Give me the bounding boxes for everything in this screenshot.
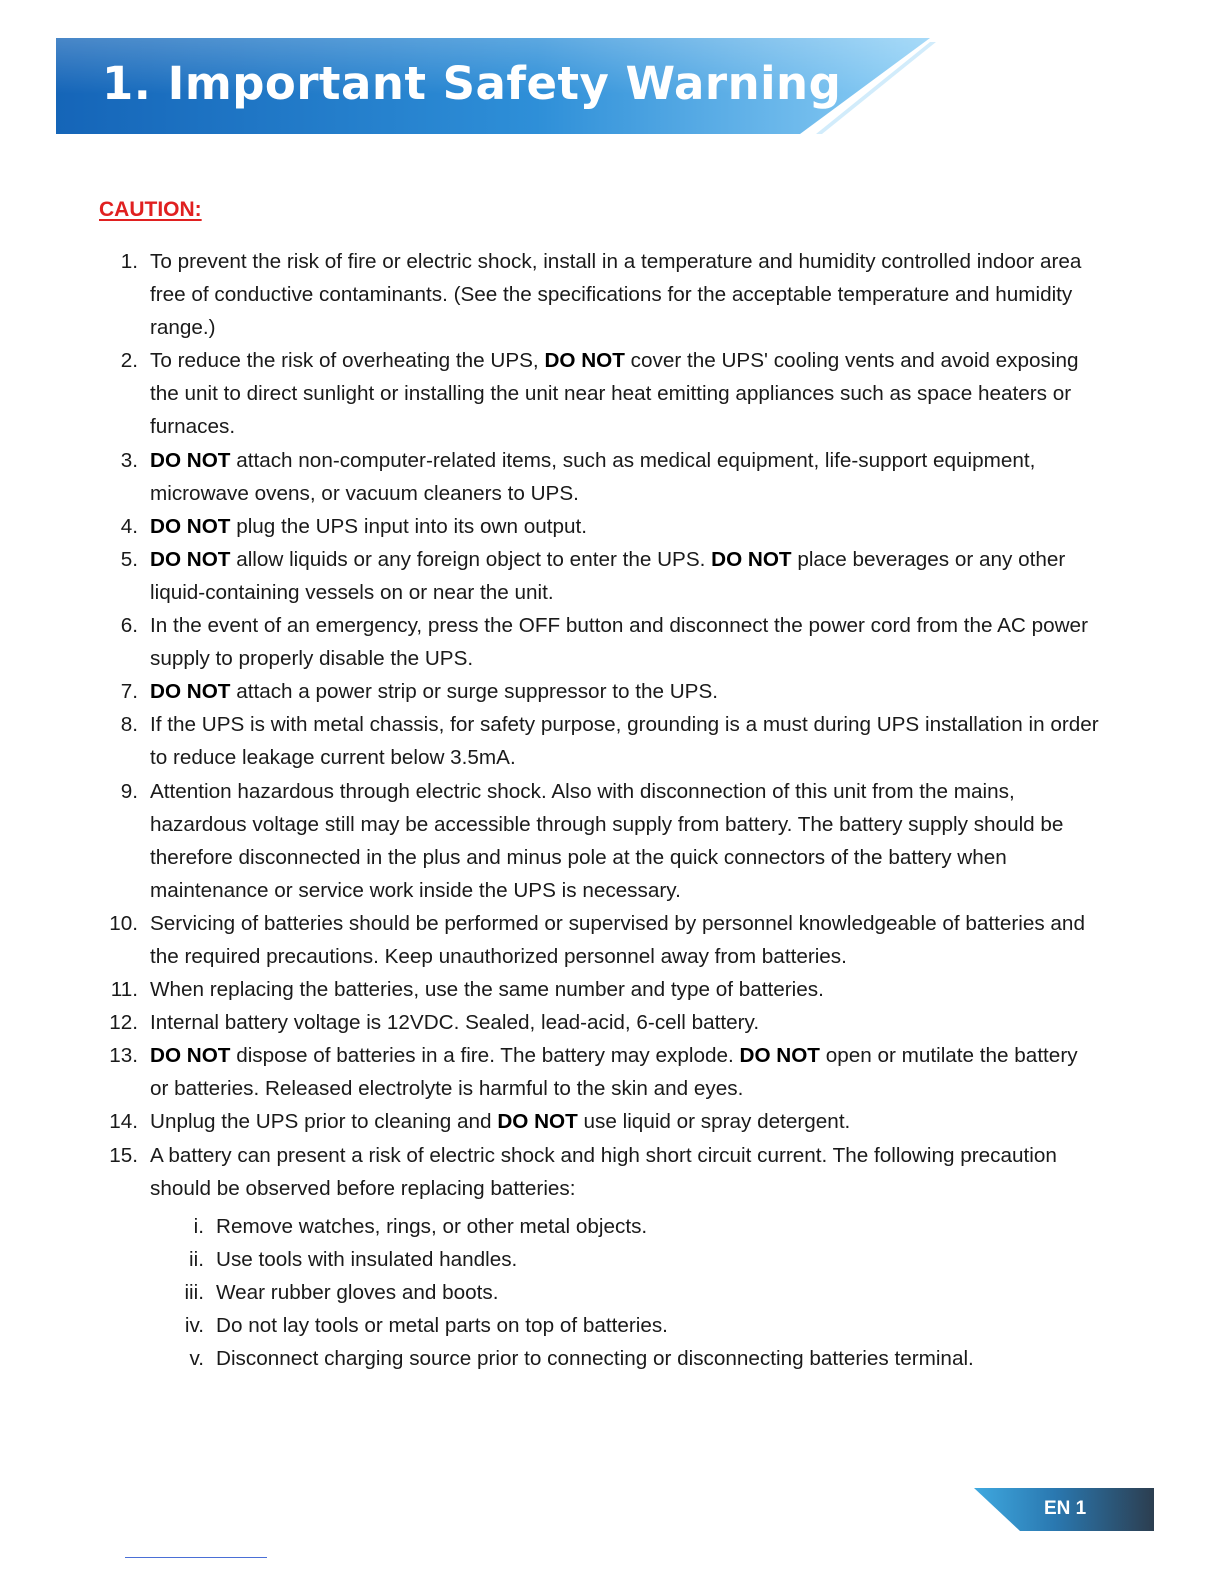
text-run: use liquid or spray detergent. — [577, 1110, 851, 1134]
subitem-text: Disconnect charging source prior to connecting or disconnecting batteries terminal. — [216, 1347, 974, 1371]
warning-list — [100, 245, 1100, 1375]
text-run: Unplug the UPS prior to cleaning and — [150, 1110, 498, 1134]
item-number: 11. — [110, 978, 138, 1002]
text-run: open or mutilate the battery or batteries. Released electrolyte is harmful to the skin and eyes. — [150, 1044, 1078, 1101]
precaution-item — [150, 1342, 1100, 1375]
precaution-sublist — [150, 1210, 1100, 1375]
subitem-text: Wear rubber gloves and boots. — [216, 1280, 499, 1304]
item-text — [150, 349, 1079, 438]
warning-item — [100, 344, 1100, 443]
warning-item — [100, 973, 1100, 1006]
item-number: 2. — [120, 349, 138, 373]
warning-item — [100, 1105, 1100, 1138]
subitem-number: iv. — [184, 1314, 204, 1337]
emphasis-text: DO NOT — [544, 349, 625, 373]
text-run: Attention hazardous through electric shock. Also with disconnection of this unit from the mains, hazardous voltage still may be accessible through supply from battery. The battery supply should be therefore disconnected in the plus and minus pole at the quick connectors of the battery when maintenance or service work inside the UPS is necessary. — [150, 779, 1064, 902]
text-run: attach a power strip or surge suppressor to the UPS. — [230, 680, 718, 704]
text-run: place beverages or any other liquid-containing vessels on or near the unit. — [150, 547, 1066, 604]
item-text — [150, 250, 1081, 339]
text-run: Internal battery voltage is 12VDC. Sealed, lead-acid, 6-cell battery. — [150, 1011, 760, 1035]
subitem-text: Remove watches, rings, or other metal objects. — [216, 1214, 648, 1238]
page-number: EN 1 — [1044, 1498, 1087, 1519]
item-number: 4. — [120, 514, 138, 538]
item-number: 15. — [109, 1143, 138, 1167]
precaution-item — [150, 1309, 1100, 1342]
subitem-number: v. — [189, 1347, 204, 1371]
item-text — [150, 978, 824, 1001]
emphasis-text: DO NOT — [150, 680, 231, 704]
item-number: 8. — [120, 713, 138, 737]
warning-item — [100, 510, 1100, 543]
item-number: 9. — [120, 779, 138, 803]
warning-item — [100, 1139, 1100, 1376]
warning-item — [100, 609, 1100, 675]
item-number: 14. — [109, 1110, 138, 1134]
warning-item — [100, 543, 1100, 609]
warning-item — [100, 775, 1100, 907]
text-run: A battery can present a risk of electric shock and high short circuit current. The following precaution should be observed before replacing batteries: — [150, 1143, 1057, 1200]
warning-item — [100, 245, 1100, 344]
bottom-divider — [125, 1557, 267, 1558]
item-text — [150, 680, 718, 703]
item-text — [150, 1044, 1078, 1100]
warning-item — [100, 444, 1100, 510]
item-number: 13. — [109, 1044, 138, 1068]
subitem-text: Do not lay tools or metal parts on top of batteries. — [216, 1314, 668, 1337]
warning-item — [100, 1039, 1100, 1105]
precaution-item — [150, 1210, 1100, 1243]
item-text — [150, 515, 587, 538]
page-title: 1. Important Safety Warning — [102, 57, 842, 110]
emphasis-text: DO NOT — [150, 448, 231, 472]
item-number: 3. — [120, 448, 138, 472]
item-number: 10. — [109, 911, 138, 935]
text-run: If the UPS is with metal chassis, for safety purpose, grounding is a must during UPS installation in order to reduce leakage current below 3.5mA. — [150, 713, 1099, 770]
section-banner — [56, 38, 936, 138]
text-run: allow liquids or any foreign object to enter the UPS. — [230, 547, 712, 571]
subitem-number: ii. — [189, 1247, 204, 1271]
item-text — [150, 614, 1088, 670]
emphasis-text: DO NOT — [739, 1044, 820, 1068]
emphasis-text: DO NOT — [150, 514, 231, 538]
item-text — [150, 548, 1065, 604]
text-run: attach non-computer-related items, such as medical equipment, life-support equipment, microwave ovens, or vacuum cleaners to UPS. — [150, 448, 1036, 505]
emphasis-text: DO NOT — [150, 1044, 231, 1068]
item-text — [150, 1011, 759, 1034]
warning-item — [100, 708, 1100, 774]
precaution-item — [150, 1276, 1100, 1309]
item-text — [150, 713, 1099, 769]
item-number: 12. — [109, 1011, 138, 1035]
warning-item — [100, 1006, 1100, 1039]
item-number: 5. — [120, 547, 138, 571]
precaution-item — [150, 1243, 1100, 1276]
subitem-number: iii. — [184, 1280, 204, 1304]
text-run: To prevent the risk of fire or electric shock, install in a temperature and humidity controlled indoor area free of conductive contaminants. (See the specifications for the acceptable temperature and humidity range.) — [150, 250, 1082, 340]
text-run: cover the UPS' cooling vents and avoid exposing the unit to direct sunlight or installing the unit near heat emitting appliances such as space heaters or furnaces. — [150, 349, 1079, 439]
text-run: When replacing the batteries, use the same number and type of batteries. — [150, 978, 824, 1002]
item-number: 1. — [120, 250, 138, 273]
item-text — [150, 449, 1035, 505]
text-run: Servicing of batteries should be performed or supervised by personnel knowledgeable of batteries and the required precautions. Keep unauthorized personnel away from batteries. — [150, 911, 1085, 968]
subitem-number: i. — [193, 1214, 204, 1238]
subitem-text: Use tools with insulated handles. — [216, 1247, 518, 1271]
emphasis-text: DO NOT — [150, 547, 231, 571]
item-number: 6. — [120, 614, 138, 638]
text-run: plug the UPS input into its own output. — [230, 514, 587, 538]
warning-item — [100, 907, 1100, 973]
text-run: To reduce the risk of overheating the UPS, — [150, 349, 545, 373]
item-number: 7. — [120, 680, 138, 704]
item-text — [150, 780, 1063, 902]
emphasis-text: DO NOT — [497, 1110, 578, 1134]
text-run: In the event of an emergency, press the OFF button and disconnect the power cord from the AC power supply to properly disable the UPS. — [150, 614, 1088, 671]
warning-item — [100, 675, 1100, 708]
emphasis-text: DO NOT — [711, 547, 792, 571]
item-text — [150, 1110, 850, 1133]
text-run: dispose of batteries in a fire. The battery may explode. — [230, 1044, 740, 1068]
item-text — [150, 912, 1085, 968]
page-number-tab — [974, 1488, 1154, 1532]
item-text — [150, 1144, 1057, 1200]
caution-heading: CAUTION: — [99, 198, 202, 221]
